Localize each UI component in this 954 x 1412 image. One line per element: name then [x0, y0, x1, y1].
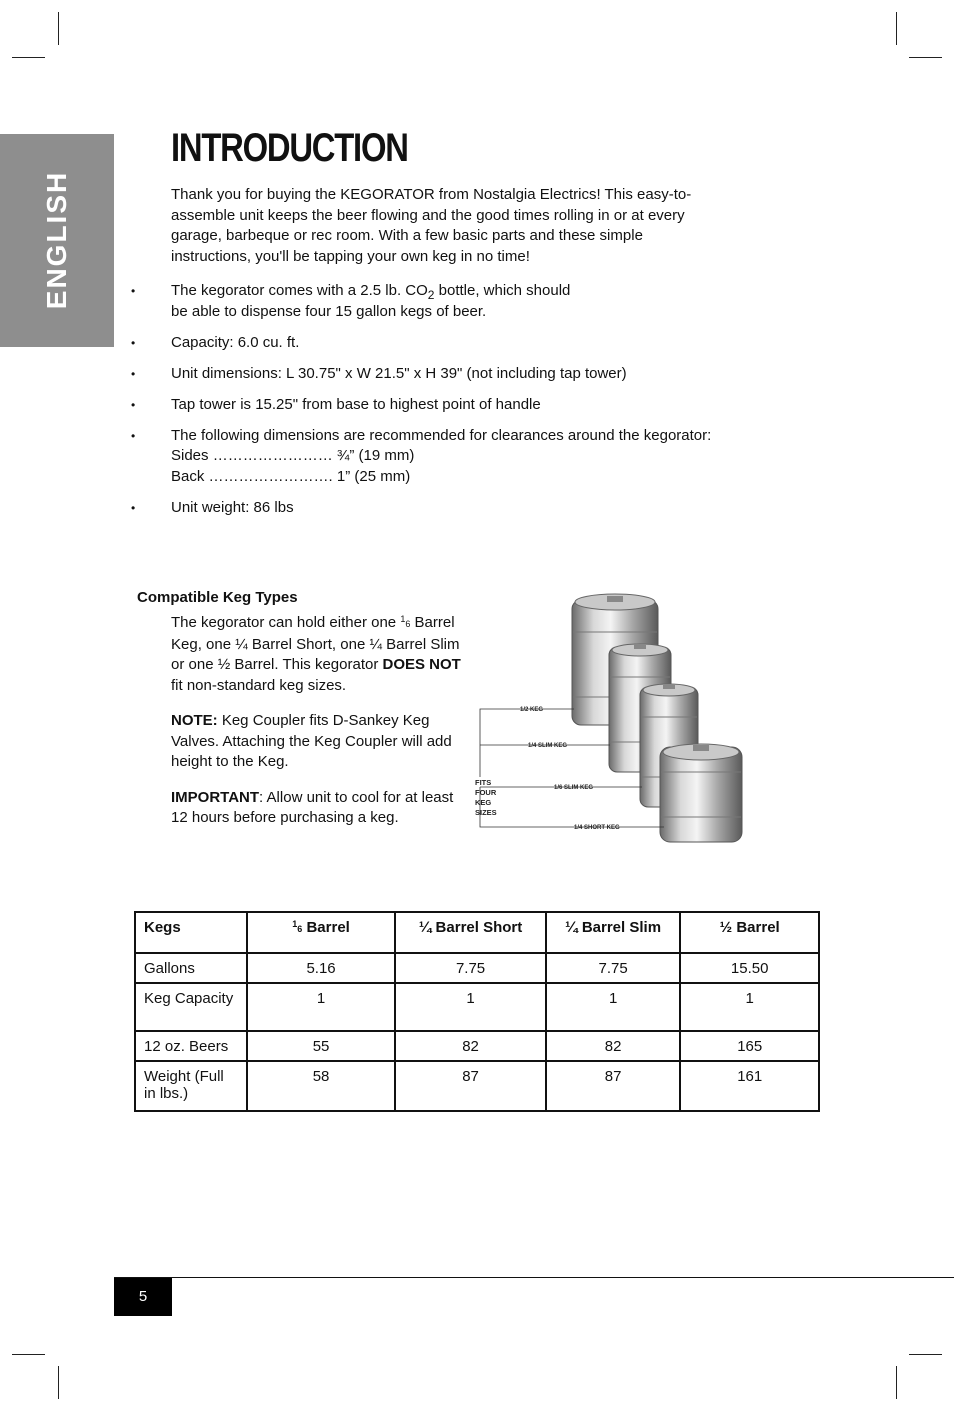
- language-label: ENGLISH: [41, 170, 72, 310]
- table-row: Gallons 5.16 7.75 7.75 15.50: [135, 953, 819, 983]
- clearance-back: Back ……………………. 1” (25 mm): [171, 467, 411, 485]
- table-row: Keg Capacity 1 1 1 1: [135, 983, 819, 1031]
- important-paragraph: IMPORTANT: Allow unit to cool for at least 12 hours before purchasing a keg.: [171, 788, 454, 826]
- crop-mark: [12, 57, 45, 58]
- compatible-keg-title: Compatible Keg Types: [137, 589, 298, 606]
- keg-spec-table: [134, 911, 820, 1112]
- crop-mark: [12, 1354, 45, 1355]
- label-quarter-short: 1/4 SHORT KEG: [574, 825, 620, 831]
- footer-rule: [114, 1277, 954, 1278]
- list-item-dimensions: • Unit dimensions: L 30.75" x W 21.5" x H 39" (not including tap tower): [131, 364, 711, 385]
- list-item-capacity: • Capacity: 6.0 cu. ft.: [131, 333, 711, 354]
- header-quarter-slim: ¼ Barrel Slim: [546, 912, 681, 953]
- quarter-short-keg-graphic: [660, 744, 742, 842]
- label-sixth-slim: 1/6 SLIM KEG: [554, 785, 594, 791]
- keg-sizes-illustration: [472, 592, 748, 848]
- crop-mark: [909, 1354, 942, 1355]
- compatible-keg-text: [171, 609, 471, 844]
- list-item-weight: • Unit weight: 86 lbs: [131, 498, 711, 519]
- language-side-tab: [0, 134, 114, 347]
- list-item-co2: • The kegorator comes with a 2.5 lb. $CO_2$ bottle, which should be able to dispense four 15 gallon kegs of beer.: [131, 281, 711, 322]
- note-paragraph: NOTE: Keg Coupler fits D-Sankey Keg Valves. Attaching the Keg Coupler will add height to the Keg.: [171, 712, 452, 770]
- header-quarter-short: ¼ Barrel Short: [395, 912, 546, 953]
- crop-mark: [896, 12, 897, 45]
- table-header-row: [135, 912, 819, 953]
- keg-paragraph: The kegorator can hold either one $^1$6 Barrel Keg, one ¼ Barrel Short, one ¼ Barrel Slim or one ½ Barrel. This kegorator DOES NOT fit non-standard keg sizes.: [171, 614, 461, 694]
- clearance-sides: Sides …………………… ¾” (19 mm): [171, 447, 415, 464]
- table-row: 12 oz. Beers 55 82 82 165: [135, 1031, 819, 1061]
- crop-mark: [58, 1366, 59, 1399]
- header-half-barrel: ½ Barrel: [680, 912, 819, 953]
- table-row: Weight (Full in lbs.) 58 87 87 161: [135, 1061, 819, 1111]
- label-fits: FITS: [475, 778, 492, 787]
- label-four: FOUR: [475, 788, 497, 797]
- label-quarter-slim: 1/4 SLIM KEG: [528, 743, 568, 749]
- intro-paragraph: Thank you for buying the KEGORATOR from Nostalgia Electrics! This easy-to-assemble unit keeps the beer flowing and the good times rolling in or at every garage, barbeque or rec room. With a few basic parts and these simple instructions, you'll be tapping your own keg in no time!: [171, 186, 692, 265]
- page-number: 5: [114, 1278, 172, 1316]
- page-title: INTRODUCTION: [171, 126, 408, 170]
- header-sixth-barrel: $^1$6 Barrel: [247, 912, 396, 953]
- label-keg: KEG: [475, 798, 492, 807]
- crop-mark: [896, 1366, 897, 1399]
- list-item-clearance: • The following dimensions are recommended for clearances around the kegorator: Sides …………………… ¾” (19 mm) Back ……………………. 1” (25 mm): [131, 426, 711, 488]
- list-item-tap-tower: • Tap tower is 15.25" from base to highest point of handle: [131, 395, 711, 416]
- crop-mark: [909, 57, 942, 58]
- label-half-keg: 1/2 KEG: [520, 707, 544, 713]
- crop-mark: [58, 12, 59, 45]
- label-sizes: SIZES: [475, 808, 497, 817]
- header-kegs: Kegs: [135, 912, 247, 953]
- feature-list: [131, 281, 711, 529]
